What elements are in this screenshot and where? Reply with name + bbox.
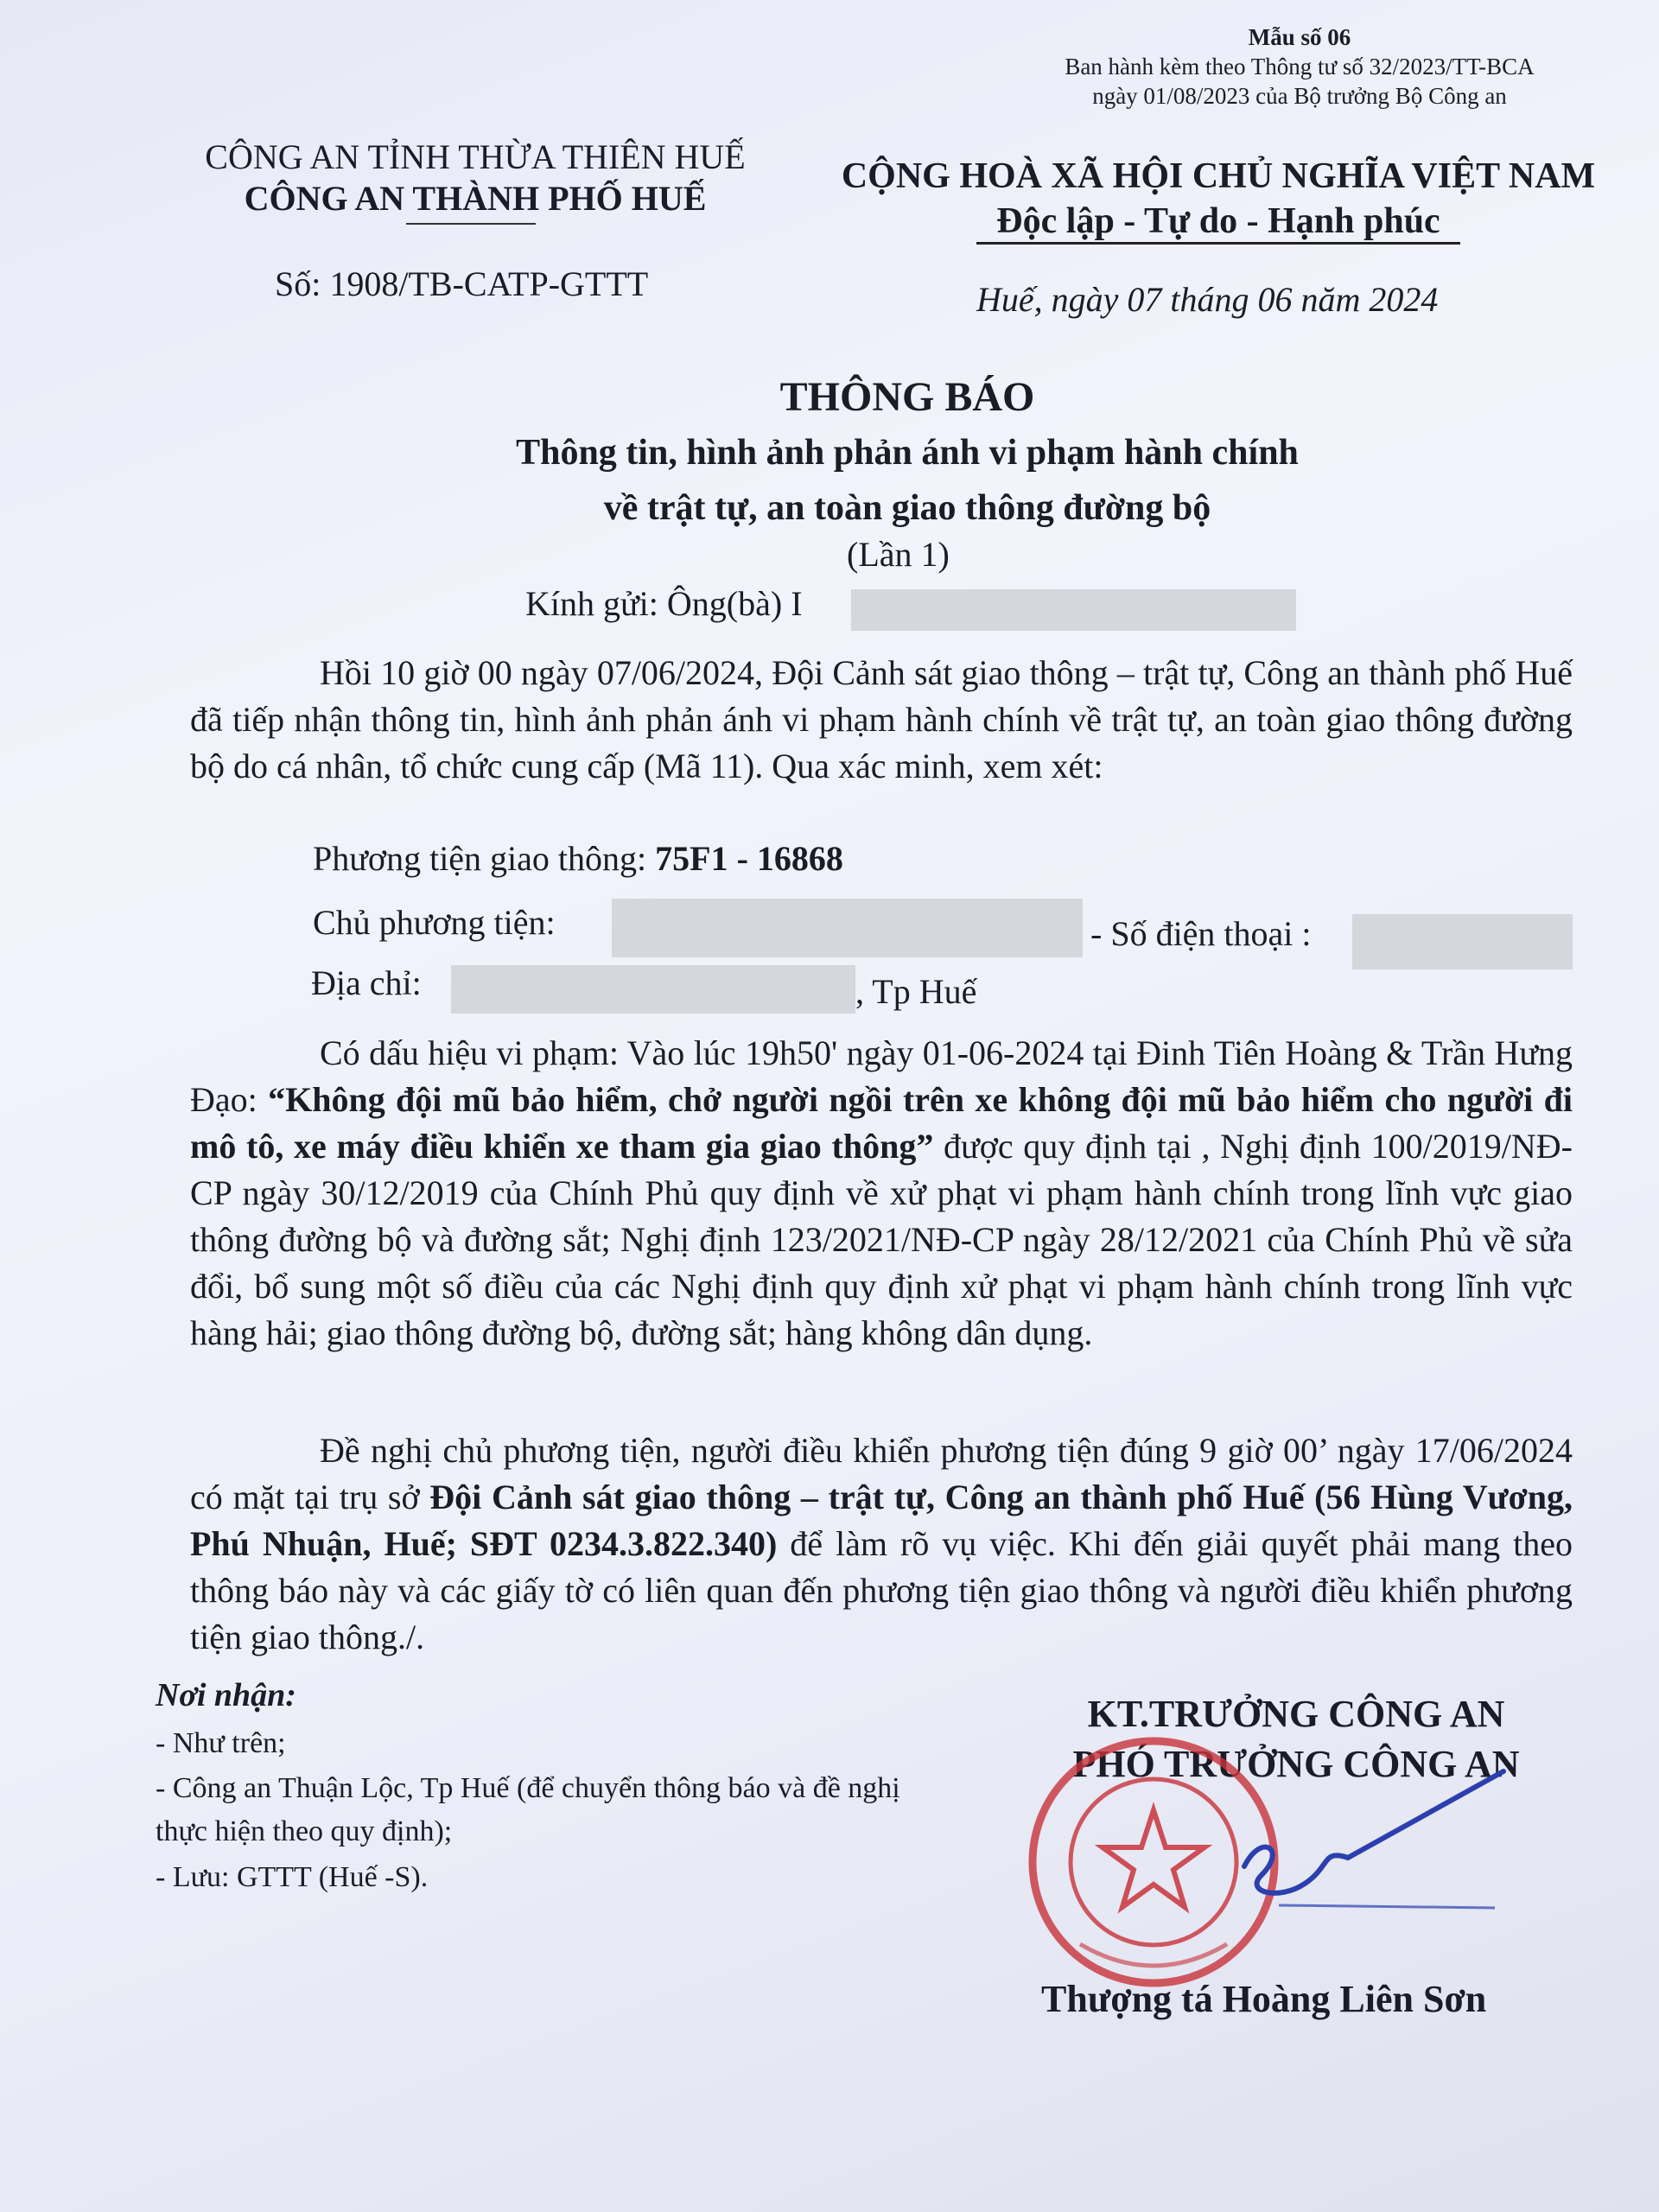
redacted-phone <box>1352 914 1573 969</box>
address-city: , Tp Huế <box>855 972 977 1011</box>
violation-act: “Không đội mũ bảo hiểm, chở người ngồi trên xe không đội mũ bảo hiểm cho người đi mô tô, xe máy điều khiển xe tham gia giao thông” <box>190 1080 1573 1166</box>
signer-name: Thượng tá Hoàng Liên Sơn <box>1041 1978 1487 2020</box>
request-text <box>190 1427 1573 1661</box>
recipient-item: - Lưu: GTTT (Huế -S). <box>156 1861 429 1893</box>
agency-name: CÔNG AN THÀNH PHỐ HUẾ <box>244 179 707 218</box>
address-label: Địa chỉ: <box>311 963 422 1002</box>
request-office: Đội Cảnh sát giao thông – trật tự, Công an thành phố Huế (56 Hùng Vương, Phú Nhuận, Huế; SĐT 0234.3.822.340) <box>190 1478 1573 1563</box>
redacted-recipient <box>851 589 1296 631</box>
nation-name: CỘNG HOÀ XÃ HỘI CHỦ NGHĨA VIỆT NAM <box>841 156 1596 196</box>
intro-text: Hồi 10 giờ 00 ngày 07/06/2024, Đội Cảnh sát giao thông – trật tự, Công an thành phố Huế đã tiếp nhận thông tin, hình ảnh phản ánh vi phạm hành chính về trật tự, an toàn giao thông đường bộ do cá nhân, tổ chức cung cấp (Mã 11). Qua xác minh, xem xét: <box>190 653 1573 785</box>
signature-line-1: KT.TRƯỞNG CÔNG AN <box>1087 1693 1505 1735</box>
nation-motto: Độc lập - Tự do - Hạnh phúc <box>996 201 1440 241</box>
agency-underline <box>406 223 536 225</box>
phone-label: - Số điện thoại : <box>1090 914 1312 953</box>
request-suffix: để làm rõ vụ việc. Khi đến giải quyết phải mang theo thông báo này và các giấy tờ có liên quan đến phương tiện giao thông và người điều khiển phương tiện giao thông./. <box>190 1524 1573 1656</box>
vehicle-line <box>313 838 843 879</box>
request-prefix: Đề nghị chủ phương tiện, người điều khiển phương tiện đúng 9 giờ 00’ ngày 17/06/2024 có mặt tại trụ sở <box>190 1431 1573 1516</box>
signature-scribble <box>1227 1754 1512 1927</box>
agency-parent: CÔNG AN TỈNH THỪA THIÊN HUẾ <box>205 137 746 176</box>
owner-label: Chủ phương tiện: <box>313 903 556 942</box>
form-reference <box>1023 22 1576 111</box>
violation-legal-basis: được quy định tại , Nghị định 100/2019/NĐ-CP ngày 30/12/2019 của Chính Phủ quy định về xử phạt vi phạm hành chính trong lĩnh vực giao thông đường bộ và đường sắt; Nghị định 123/2021/NĐ-CP ngày 28/12/2021 của Chính Phủ về sửa đổi, bổ sung một số điều của các Nghị định quy định xử phạt vi phạm hành chính trong lĩnh vực hàng hải; giao thông đường bộ, đường sắt; hàng không dân dụng. <box>190 1127 1573 1352</box>
signature-line-2: PHÓ TRƯỞNG CÔNG AN <box>1072 1743 1520 1785</box>
vehicle-label: Phương tiện giao thông: <box>313 839 656 878</box>
redacted-owner <box>612 899 1083 957</box>
title-main: THÔNG BÁO <box>779 374 1035 420</box>
notice-round: (Lần 1) <box>847 535 950 574</box>
document-title <box>328 370 1486 536</box>
document-number: Số: 1908/TB-CATP-GTTT <box>275 264 649 303</box>
request-paragraph <box>190 1427 1573 1661</box>
form-number: Mẫu số 06 <box>1248 24 1351 50</box>
form-issue-date: ngày 01/08/2023 của Bộ trưởng Bộ Công an <box>1092 83 1507 109</box>
form-issue-line: Ban hành kèm theo Thông tư số 32/2023/TT-BCA <box>1065 54 1535 79</box>
intro-paragraph <box>190 650 1573 790</box>
recipients-block <box>156 1672 916 1901</box>
recipients-heading: Nơi nhận: <box>156 1677 296 1713</box>
recipient-item: - Công an Thuận Lộc, Tp Huế (để chuyển thông báo và đề nghị thực hiện theo quy định); <box>156 1772 900 1847</box>
license-plate: 75F1 - 16868 <box>655 839 843 878</box>
violation-paragraph <box>190 1030 1573 1357</box>
title-sub-2: về trật tự, an toàn giao thông đường bộ <box>603 488 1211 528</box>
redacted-address <box>451 965 855 1014</box>
title-sub-1: Thông tin, hình ảnh phản ánh vi phạm hành chính <box>516 433 1299 473</box>
violation-text <box>190 1030 1573 1357</box>
violation-time-place: Có dấu hiệu vi phạm: Vào lúc 19h50' ngày 01-06-2024 tại Đinh Tiên Hoàng & Trần Hưng Đạo: <box>190 1033 1573 1119</box>
recipient-line: Kính gửi: Ông(bà) I <box>525 584 803 623</box>
national-header <box>830 154 1607 244</box>
recipient-item: - Như trên; <box>156 1727 286 1759</box>
issuing-agency <box>173 137 778 219</box>
motto-underline <box>976 242 1460 245</box>
place-date: Huế, ngày 07 tháng 06 năm 2024 <box>976 280 1439 319</box>
